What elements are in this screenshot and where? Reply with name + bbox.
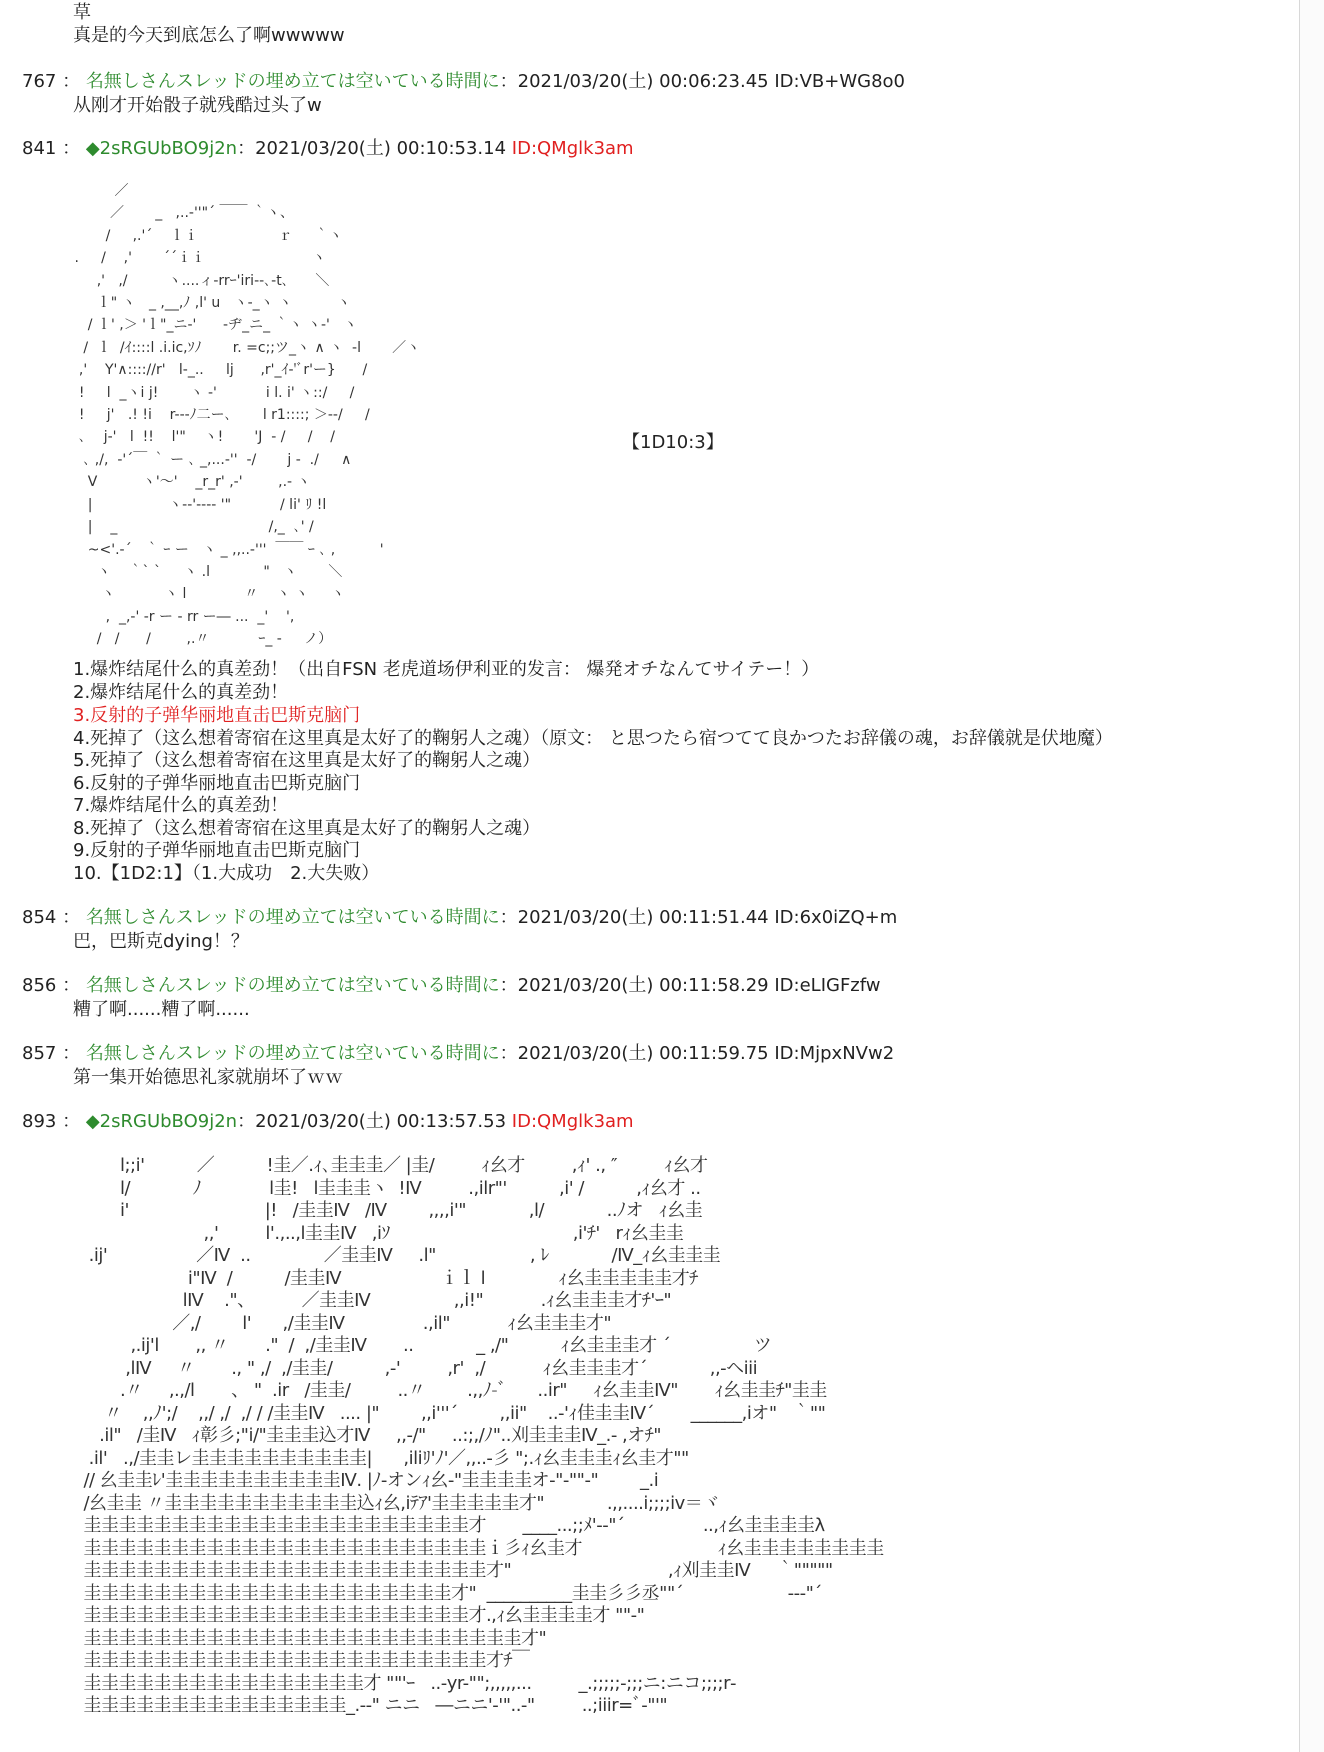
- poster-name: 名無しさんスレッドの埋め立ては空いている時間に: [85, 907, 500, 928]
- option-8: 8.死掉了（这么想着寄宿在这里真是太好了的鞠躬人之魂）: [73, 818, 541, 839]
- poster-id[interactable]: ID:QMglk3am: [511, 1111, 634, 1132]
- poster-id[interactable]: ID:6x0iZQ+m: [774, 907, 898, 928]
- post-header-767: 767 ： 名無しさんスレッドの埋め立ては空いている時間に：2021/03/20(土) 00:06:23.45 ID:VB+WG8o0: [22, 71, 905, 92]
- post-header-854: 854 ： 名無しさんスレッドの埋め立ては空いている時間に：2021/03/20(土) 00:11:51.44 ID:6x0iZQ+m: [22, 907, 898, 928]
- post-date: 2021/03/20(土) 00:13:57.53: [255, 1111, 507, 1132]
- option-5: 5.死掉了（这么想着寄宿在这里真是太好了的鞠躬人之魂）: [73, 750, 541, 771]
- post-header-841: 841 ： ◆2sRGUbBO9j2n：2021/03/20(土) 00:10:53.14 ID:QMglk3am: [22, 138, 634, 159]
- post-body-767: 从刚才开始骰子就残酷过头了w: [73, 95, 322, 116]
- post-date: 2021/03/20(土) 00:06:23.45: [517, 71, 769, 92]
- post-number[interactable]: 856: [22, 975, 57, 996]
- post-header-893: 893 ： ◆2sRGUbBO9j2n：2021/03/20(土) 00:13:57.53 ID:QMglk3am: [22, 1111, 634, 1132]
- post-body-856: 糟了啊......糟了啊......: [73, 999, 250, 1020]
- post-header-857: 857 ： 名無しさんスレッドの埋め立ては空いている時間に：2021/03/20(土) 00:11:59.75 ID:MjpxNVw2: [22, 1043, 895, 1064]
- ascii-art-scene: l;;i' ／ !圭／.ｨ､圭圭圭／ |圭/ ｨ幺才 ,ｨ' ., ″ ｨ幺才 l/ ﾉ l圭! l圭圭圭ヽ !Ⅳ .,ilr"' ,i' / ,ｨ幺才 .. i' |! /圭圭Ⅳ /Ⅳ ,,,,i'" ,l/ ..ﾉオ ｨ幺圭 ,,' l'.,..,l圭圭Ⅳ ,iｿ ,i'ﾁ' rｨ幺圭圭 .ij' ／Ⅳ .. ／圭圭Ⅳ .l" , ﾚ /Ⅳ_ｨ幺圭圭圭 i"Ⅳ / /圭圭Ⅳ ｉｌ l ｨ幺圭圭圭圭圭才ﾁ lⅣ ."、 ／圭圭Ⅳ ,,i!" .ｨ幺圭圭圭才ﾁ'ｰ" ／,/ l' ,/圭圭Ⅳ .,il" ｨ幺圭圭圭才" ,.ij'l ,, 〃 ." / ,/圭圭Ⅳ .. _ ,/" ｨ幺圭圭圭才 ´ ツ ,lⅣ 〃 ., " ,/ ,/圭圭/ ,-' ,r' ,/ ｨ幺圭圭圭才´ ,,-ヘiii .〃 ,.,/l 、 " .ir /圭圭/ ..〃 .,,ﾉ-ﾞ ..ir" ｨ幺圭圭Ⅳ" ｨ幺圭圭ﾁ"圭圭 〃 ,,ﾉ';/ ,,/ ,/ ,/ / /圭圭Ⅳ .... |" ,,i'''´ ,,ii" ..-'ｨ佳圭圭Ⅳ´ ______,iオ" ｀"" .il" /圭Ⅳ ｨ彰彡;"i/"圭圭圭込才Ⅳ ,,-/" ..:;,/ﾉ"..刈圭圭圭Ⅳ_.- ,オﾁ" .il' .,/圭圭レ圭圭圭圭圭圭圭圭圭圭| ,iliﾘ'ﾉ'／,,..-彡 ";.ｨ幺圭圭圭ｨ幺圭才"" // 幺圭圭ﾚ'圭圭圭圭圭圭圭圭圭圭Ⅳ. |ﾉ-オンｨ幺-"圭圭圭圭オ-"‐""‐" _.i /幺圭圭 〃圭圭圭圭圭圭圭圭圭圭圭込ｨ幺,iﾃｱ'圭圭圭圭圭才" .,,....i;;;;iv＝ヾ 圭圭圭圭圭圭圭圭圭圭圭圭圭圭圭圭圭圭圭圭圭圭才 ____...;;ﾒ'-‐"´ ..,ｨ幺圭圭圭圭λ 圭圭圭圭圭圭圭圭圭圭圭圭圭圭圭圭圭圭圭圭圭圭圭ｉ彡ｨ幺圭才 ｨ幺圭圭圭圭圭圭圭圭 圭圭圭圭圭圭圭圭圭圭圭圭圭圭圭圭圭圭圭圭圭圭圭才" ,ｨ刈圭圭Ⅳ ｀""""" 圭圭圭圭圭圭圭圭圭圭圭圭圭圭圭圭圭圭圭圭圭才" __________圭圭彡彡丞""´ ---"´ 圭圭圭圭圭圭圭圭圭圭圭圭圭圭圭圭圭圭圭圭圭圭才.,ｨ幺圭圭圭圭才 ""-" 圭圭圭圭圭圭圭圭圭圭圭圭圭圭圭圭圭圭圭圭圭圭圭圭圭才" 圭圭圭圭圭圭圭圭圭圭圭圭圭圭圭圭圭圭圭圭圭圭圭才ﾁ￣ 圭圭圭圭圭圭圭圭圭圭圭圭圭圭圭圭才 ""'ｰ ..-yr-"";,,,,,... _.;;;;;-;;;ニ:ニコ;;;;r‐ 圭圭圭圭圭圭圭圭圭圭圭圭圭圭圭_.-‐" ニニ ―ニニ'-'"..-" ..;iiir=ﾞ-"'": [83, 1155, 884, 1716]
- post-date: 2021/03/20(土) 00:11:59.75: [517, 1043, 769, 1064]
- poster-id[interactable]: ID:VB+WG8o0: [774, 71, 905, 92]
- poster-name: 名無しさんスレッドの埋め立ては空いている時間に: [85, 1043, 500, 1064]
- poster-name: 名無しさんスレッドの埋め立ては空いている時間に: [85, 71, 500, 92]
- poster-trip: ◆2sRGUbBO9j2n: [85, 1111, 238, 1132]
- post-number[interactable]: 893: [22, 1111, 57, 1132]
- top-line-1: 草: [73, 2, 91, 23]
- option-7: 7.爆炸结尾什么的真差劲！: [73, 795, 289, 816]
- post-number[interactable]: 767: [22, 71, 57, 92]
- poster-trip: ◆2sRGUbBO9j2n: [85, 138, 238, 159]
- scrollbar[interactable]: [1299, 0, 1324, 1752]
- post-date: 2021/03/20(土) 00:11:51.44: [517, 907, 769, 928]
- post-date: 2021/03/20(土) 00:10:53.14: [255, 138, 507, 159]
- option-6: 6.反射的子弹华丽地直击巴斯克脑门: [73, 773, 361, 794]
- post-number[interactable]: 841: [22, 138, 57, 159]
- option-3-selected: 3.反射的子弹华丽地直击巴斯克脑门: [73, 705, 361, 726]
- poster-name: 名無しさんスレッドの埋め立ては空いている時間に: [85, 975, 500, 996]
- dice-result: 【1D10:3】: [622, 432, 724, 453]
- option-4: 4.死掉了（这么想着寄宿在这里真是太好了的鞠躬人之魂）（原文： と思つたら宿つてて良かつたお辞儀の魂，お辞儀就是伏地魔）: [73, 728, 1113, 749]
- poster-id[interactable]: ID:eLIGFzfw: [774, 975, 881, 996]
- ascii-art-character: ／ ／ _ ,..-''"´ ￣￣ ｀ヽ、 / ,.'´ ｌｉ ｒ ｀ヽ . / ,' ´´ｉｉ ヽ ,' ,/ ヽ....ィ-rrｰ'iri--､-t､ ＼ ｌ" ヽ _ ,__,ﾉ ,l' u ヽ-_ヽ ヽ ヽ / ｌ' ,＞ 'ｌ"_ニ-' -ヂ_ニ_ ｀ヽ ヽ-' ヽ / ｌ /ｲ::::l .i.ic,ｿﾉ r. =c;;ツ_ヽ ∧ ヽ -l ／ヽ ,' Y'∧:::://r' l-_.. lj ,r'_ｲ-'ﾞr'ー} / ! l _ヽi j! ヽ -' i l. i' ヽ::/ / ! j' .! !i r---ﾉ二ー､ l r1::::; ＞--/ / ､ j-' l !! l'" ヽ! 'J - / / / ､ ,/, -'´￣ ｀ ー ､ _,...-'' -/ j - ./ ∧ V ヽ'～' _r_r' ,-' ,.- ヽ | ヽ--'---- '" / li' ﾘ !l | _ /,_ ､' / ~<'.-´ ｀ ｰ ー ヽ _ ,,..-''' ￣￣ ｰ ､ , ' ヽ ｀` ` ヽ .l " ヽ ＼ ヽ ヽ l 〃 ヽ ヽ ヽ , _,-' ‐r ー ‐ rr ー― ... _' ', / / / ,.〃 ｰ_ ‐ ノ）: [74, 183, 421, 648]
- post-number[interactable]: 857: [22, 1043, 57, 1064]
- option-1: 1.爆炸结尾什么的真差劲！（出自FSN 老虎道场伊利亚的发言： 爆発オチなんてサイテー！）: [73, 659, 820, 680]
- poster-id[interactable]: ID:MjpxNVw2: [774, 1043, 895, 1064]
- post-header-856: 856 ： 名無しさんスレッドの埋め立ては空いている時間に：2021/03/20(土) 00:11:58.29 ID:eLIGFzfw: [22, 975, 881, 996]
- option-10: 10.【1D2:1】（1.大成功 2.大失败）: [73, 863, 380, 884]
- post-number[interactable]: 854: [22, 907, 57, 928]
- post-body-857: 第一集开始德思礼家就崩坏了ｗｗ: [73, 1067, 343, 1088]
- top-line-2: 真是的今天到底怎么了啊wwwww: [73, 25, 345, 46]
- option-9: 9.反射的子弹华丽地直击巴斯克脑门: [73, 840, 361, 861]
- post-body-854: 巴，巴斯克dying！？: [73, 931, 249, 952]
- poster-id[interactable]: ID:QMglk3am: [511, 138, 634, 159]
- post-date: 2021/03/20(土) 00:11:58.29: [517, 975, 769, 996]
- option-2: 2.爆炸结尾什么的真差劲！: [73, 682, 289, 703]
